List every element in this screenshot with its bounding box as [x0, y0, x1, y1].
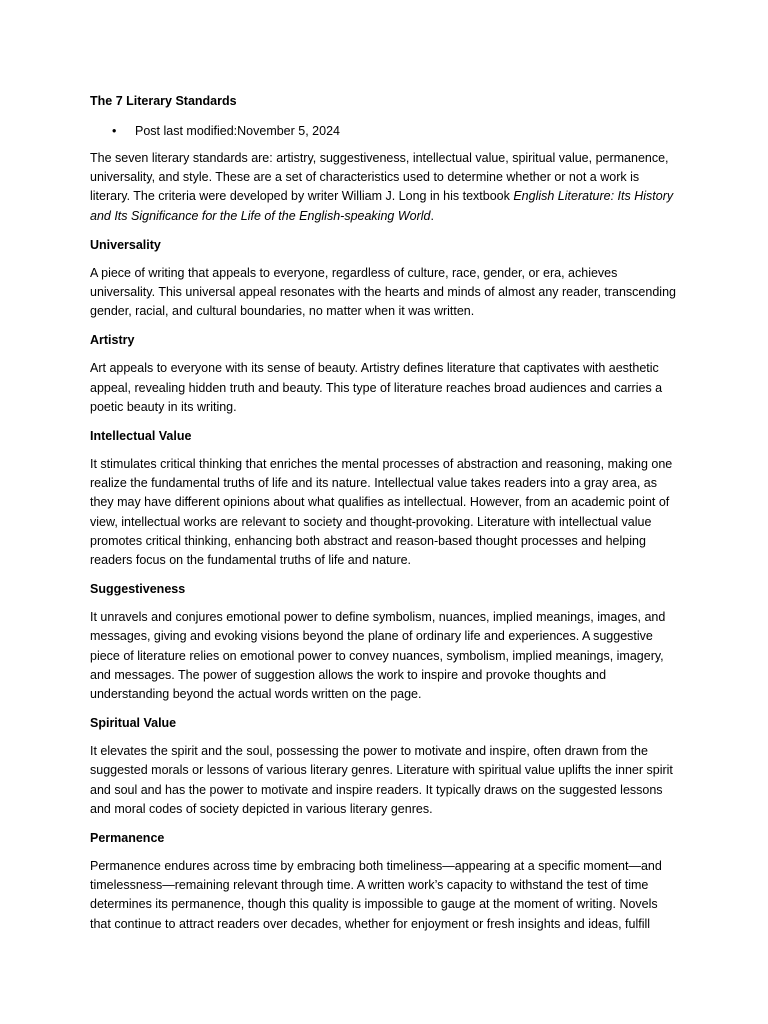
book-title: English Literature: Its History and Its Significance for the Life of the English-speaking World [90, 189, 674, 223]
post-modified-label: Post last modified: [135, 124, 238, 138]
post-modified-date: November 5, 2024 [237, 124, 340, 138]
post-meta-item [90, 122, 678, 141]
section-body-universality: A piece of writing that appeals to everyone, regardless of culture, race, gender, or era, achieves universality. This universal appeal resonates with the hearts and minds of almost any reader, transcending gender, racial, and cultural boundaries, no matter when it was written. [90, 265, 676, 319]
section-heading-spiritual-value: Spiritual Value [90, 716, 177, 731]
bullet-icon: • [112, 124, 117, 138]
post-meta-list [90, 122, 678, 141]
section-body-intellectual-value: It stimulates critical thinking that enriches the mental processes of abstraction and reasoning, making one realize the fundamental truths of life and its nature. Intellectual value takes readers into a gray area, as they may have different opinions about what qualifies as intellectual. However, from an academic point of view, intellectual works are relevant to society and thought-provoking. Literature with intellectual value promotes critical thinking, enhancing both abstract and reason-based thought processes and helping readers focus on the fundamental truths of life and nature. [90, 457, 673, 568]
document-title: The 7 Literary Standards [90, 94, 237, 108]
section-body-suggestiveness: It unravels and conjures emotional power to define symbolism, nuances, implied meanings, images, and messages, giving and evoking visions beyond the plane of ordinary life and experiences. A suggestive piece of literature relies on emotional power to convey nuances, symbolism, implied meanings, imagery, and messages. The power of suggestion allows the work to inspire and provoke thoughts and understanding beyond the actual words written on the page. [90, 610, 666, 702]
section-body-permanence: Permanence endures across time by embracing both timeliness—appearing at a specific moment—and timelessness—remaining relevant through time. A written work’s capacity to withstand the test of time determines its permanence, though this quality is impossible to gauge at the moment of writing. Novels that continue to attract readers over decades, whether for enjoyment or fresh insights and ideas, fulfill [90, 859, 662, 931]
section-body-artistry: Art appeals to everyone with its sense of beauty. Artistry defines literature that captivates with aesthetic appeal, revealing hidden truth and beauty. This type of literature reaches broad audiences and carries a poetic beauty in its writing. [90, 361, 663, 414]
section-heading-universality: Universality [90, 237, 161, 252]
section-heading-suggestiveness: Suggestiveness [90, 582, 186, 597]
section-heading-permanence: Permanence [90, 831, 165, 846]
section-heading-artistry: Artistry [90, 333, 135, 348]
section-heading-intellectual-value: Intellectual Value [90, 429, 192, 444]
intro-paragraph [90, 149, 678, 226]
intro-text: The seven literary standards are: artistry, suggestiveness, intellectual value, spiritual value, permanence, universality, and style. These are a set of characteristics used to determine whether or not a work is literary. The criteria were developed by writer William J. Long in his textbook [90, 151, 669, 204]
section-body-spiritual-value: It elevates the spirit and the soul, possessing the power to motivate and inspire, often drawn from the suggested morals or lessons of various literary genres. Literature with spiritual value uplifts the inner spirit and soul and has the power to motivate and inspire readers. It typically draws on the suggested lessons and moral codes of society depicted in various literary genres. [90, 744, 673, 816]
intro-end: . [430, 208, 434, 223]
